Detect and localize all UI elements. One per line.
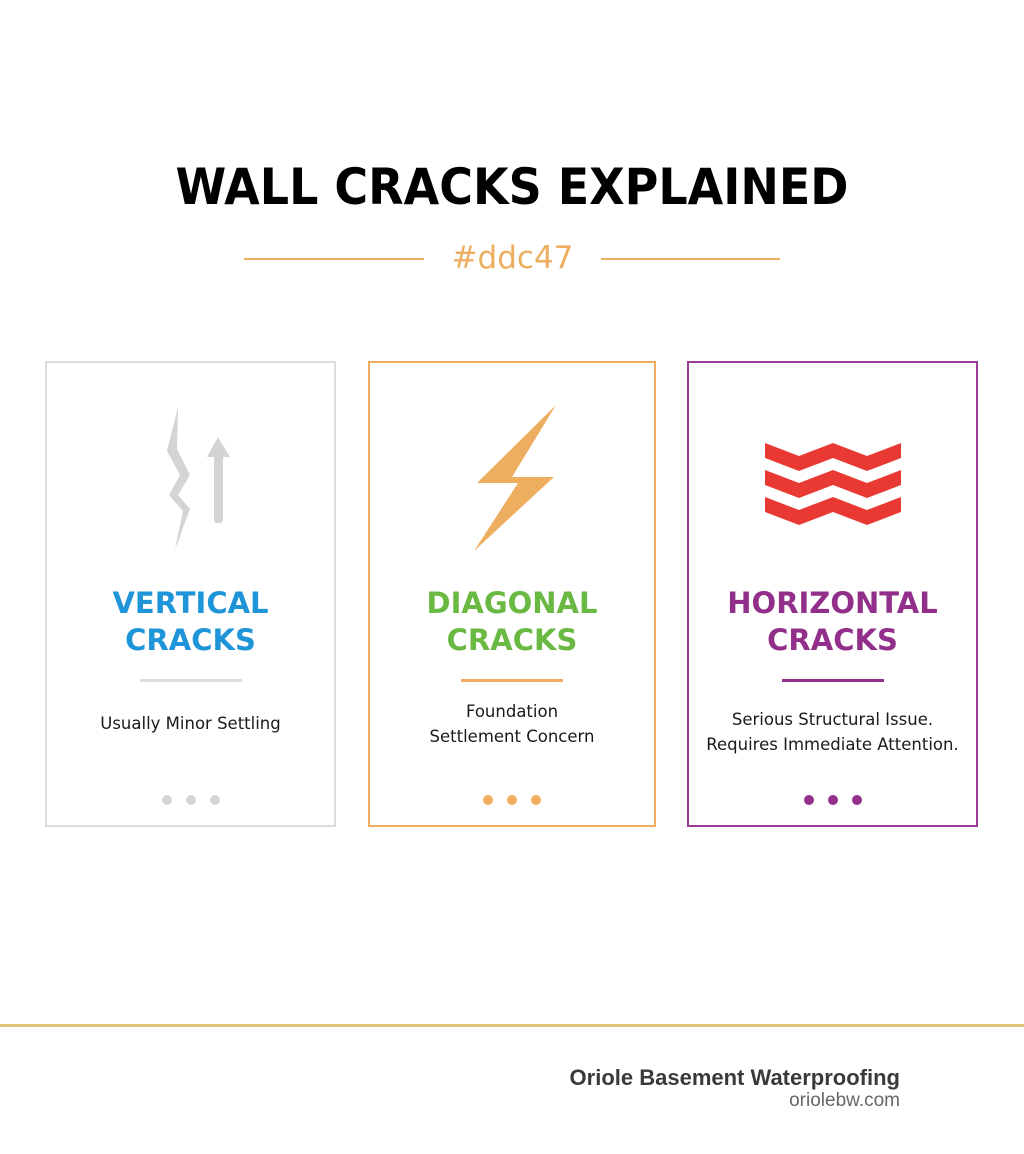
heading-line-2: CRACKS — [446, 623, 578, 657]
lightning-bolt-icon — [370, 403, 654, 553]
dot — [852, 795, 862, 805]
dot — [210, 795, 220, 805]
card-divider — [140, 679, 242, 682]
description-line: Settlement Concern — [429, 727, 595, 746]
description-line: Usually Minor Settling — [100, 714, 281, 733]
card-diagonal-cracks — [368, 361, 656, 827]
dot — [483, 795, 493, 805]
heading-line-2: CRACKS — [767, 623, 898, 657]
subtitle-divider-right — [601, 258, 780, 260]
card-description — [689, 707, 976, 757]
subtitle-row — [0, 238, 1024, 282]
brand-name: Oriole Basement Waterproofing — [569, 1065, 900, 1090]
page-title: WALL CRACKS EXPLAINED — [175, 158, 849, 216]
card-divider — [782, 679, 884, 682]
card-description — [370, 699, 654, 749]
pagination-dots — [689, 795, 976, 805]
pagination-dots — [370, 795, 654, 805]
dot — [804, 795, 814, 805]
card-heading — [47, 585, 334, 659]
card-horizontal-cracks — [687, 361, 978, 827]
vertical-crack-arrow-icon — [47, 403, 334, 553]
dot — [186, 795, 196, 805]
brand-url: oriolebw.com — [789, 1090, 900, 1111]
description-line: Serious Structural Issue. — [731, 710, 934, 729]
subtitle-divider-left — [244, 258, 424, 260]
subtitle: #ddc47 — [451, 240, 574, 276]
dot — [828, 795, 838, 805]
description-line: Foundation — [465, 702, 559, 721]
card-vertical-cracks — [45, 361, 336, 827]
heading-line-2: CRACKS — [125, 623, 256, 657]
card-description — [47, 711, 334, 736]
card-heading — [689, 585, 976, 659]
footer-divider — [0, 1024, 1024, 1027]
zigzag-waves-icon — [689, 403, 976, 553]
heading-line-1: HORIZONTAL — [727, 586, 938, 620]
heading-line-1: DIAGONAL — [426, 586, 598, 620]
dot — [507, 795, 517, 805]
description-line: Requires Immediate Attention. — [706, 735, 959, 754]
card-heading — [370, 585, 654, 659]
dot — [162, 795, 172, 805]
pagination-dots — [47, 795, 334, 805]
card-divider — [461, 679, 563, 682]
heading-line-1: VERTICAL — [112, 586, 269, 620]
dot — [531, 795, 541, 805]
